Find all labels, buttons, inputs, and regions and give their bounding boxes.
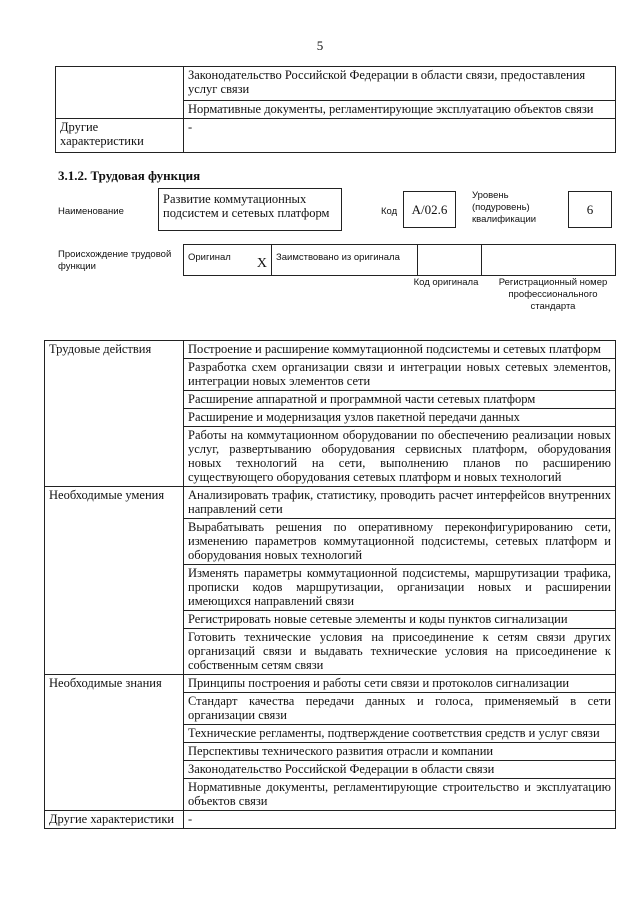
function-name-box: Развитие коммутационных подсистем и сетевых платформ	[158, 188, 342, 231]
origin-table	[183, 244, 616, 276]
row-label: Другие характеристики	[56, 119, 184, 153]
row-label	[56, 67, 184, 119]
level-label: Уровень (подуровень) квалификации	[472, 190, 537, 225]
row-label: Необходимые умения	[45, 487, 184, 675]
row-item: Расширение аппаратной и программной части сетевых платформ	[184, 391, 616, 409]
row-label: Необходимые знания	[45, 675, 184, 811]
row-item: Технические регламенты, подтверждение соответствия средств и услуг связи	[184, 725, 616, 743]
section-title: 3.1.2. Трудовая функция	[58, 168, 201, 183]
row-label: Трудовые действия	[45, 341, 184, 487]
origin-reg-cell	[482, 245, 616, 276]
table-row	[56, 67, 616, 101]
row-item: Принципы построения и работы сети связи и протоколов сигнализации	[184, 675, 616, 693]
row-item: Законодательство Российской Федерации в области связи	[184, 761, 616, 779]
level-box: 6	[568, 191, 612, 228]
top-characteristics-table	[55, 66, 616, 153]
row-item: Разработка схем организации связи и интеграции новых сетевых элементов, интеграции новых элементов сети	[184, 359, 616, 391]
row-item: -	[184, 811, 616, 829]
origin-mark: X	[256, 256, 267, 271]
origin-original-cell	[184, 245, 272, 276]
table-row	[45, 811, 616, 829]
row-item: Перспективы технического развития отрасли и компании	[184, 743, 616, 761]
caption-registration-number: Регистрационный номер профессионального стандарта	[498, 277, 608, 312]
row-item: -	[184, 119, 616, 153]
table-row	[45, 675, 616, 693]
code-box: А/02.6	[403, 191, 456, 228]
row-item: Работы на коммутационном оборудовании по обеспечению реализации новых услуг, развертыванию оборудования сервисных платформ, оборудования новых технологий на сети, выполнению планов по расширению существующего оборудования сетевых платформ и новых технологий	[184, 427, 616, 487]
origin-original-label: Оригинал	[188, 252, 231, 263]
origin-label: Происхождение трудовой функции	[58, 249, 172, 272]
origin-code-cell	[418, 245, 482, 276]
page-number: 5	[316, 38, 324, 53]
table-row	[56, 119, 616, 153]
row-item: Анализировать трафик, статистику, проводить расчет интерфейсов внутренних направлений сети	[184, 487, 616, 519]
row-item: Готовить технические условия на присоединение к сетям связи других организаций связи и выдавать технические условия на присоединение к собственным сетям связи	[184, 629, 616, 675]
row-item: Стандарт качества передачи данных и голоса, применяемый в сети организации связи	[184, 693, 616, 725]
row-item: Нормативные документы, регламентирующие эксплуатацию объектов связи	[184, 101, 616, 119]
row-item: Законодательство Российской Федерации в области связи, предоставления услуг связи	[184, 67, 616, 101]
table-row	[45, 487, 616, 519]
row-label: Другие характеристики	[45, 811, 184, 829]
row-item: Вырабатывать решения по оперативному переконфигурированию сети, изменению параметров коммутационной подсистемы, сетевых платформ и оборудования новых технологий	[184, 519, 616, 565]
origin-borrowed-label: Заимствовано из оригинала	[276, 252, 400, 263]
name-label: Наименование	[58, 206, 124, 217]
row-item: Изменять параметры коммутационной подсистемы, маршрутизации трафика, прописки кодов маршрутизации, организации новых и расширении имеющихся направлений связи	[184, 565, 616, 611]
row-item: Нормативные документы, регламентирующие строительство и эксплуатацию объектов связи	[184, 779, 616, 811]
labor-function-table	[44, 340, 616, 829]
caption-original-code: Код оригинала	[413, 277, 479, 288]
origin-borrowed-cell	[272, 245, 418, 276]
row-item: Регистрировать новые сетевые элементы и коды пунктов сигнализации	[184, 611, 616, 629]
table-row	[45, 341, 616, 359]
row-item: Построение и расширение коммутационной подсистемы и сетевых платформ	[184, 341, 616, 359]
code-label: Код	[381, 206, 398, 217]
row-item: Расширение и модернизация узлов пакетной передачи данных	[184, 409, 616, 427]
